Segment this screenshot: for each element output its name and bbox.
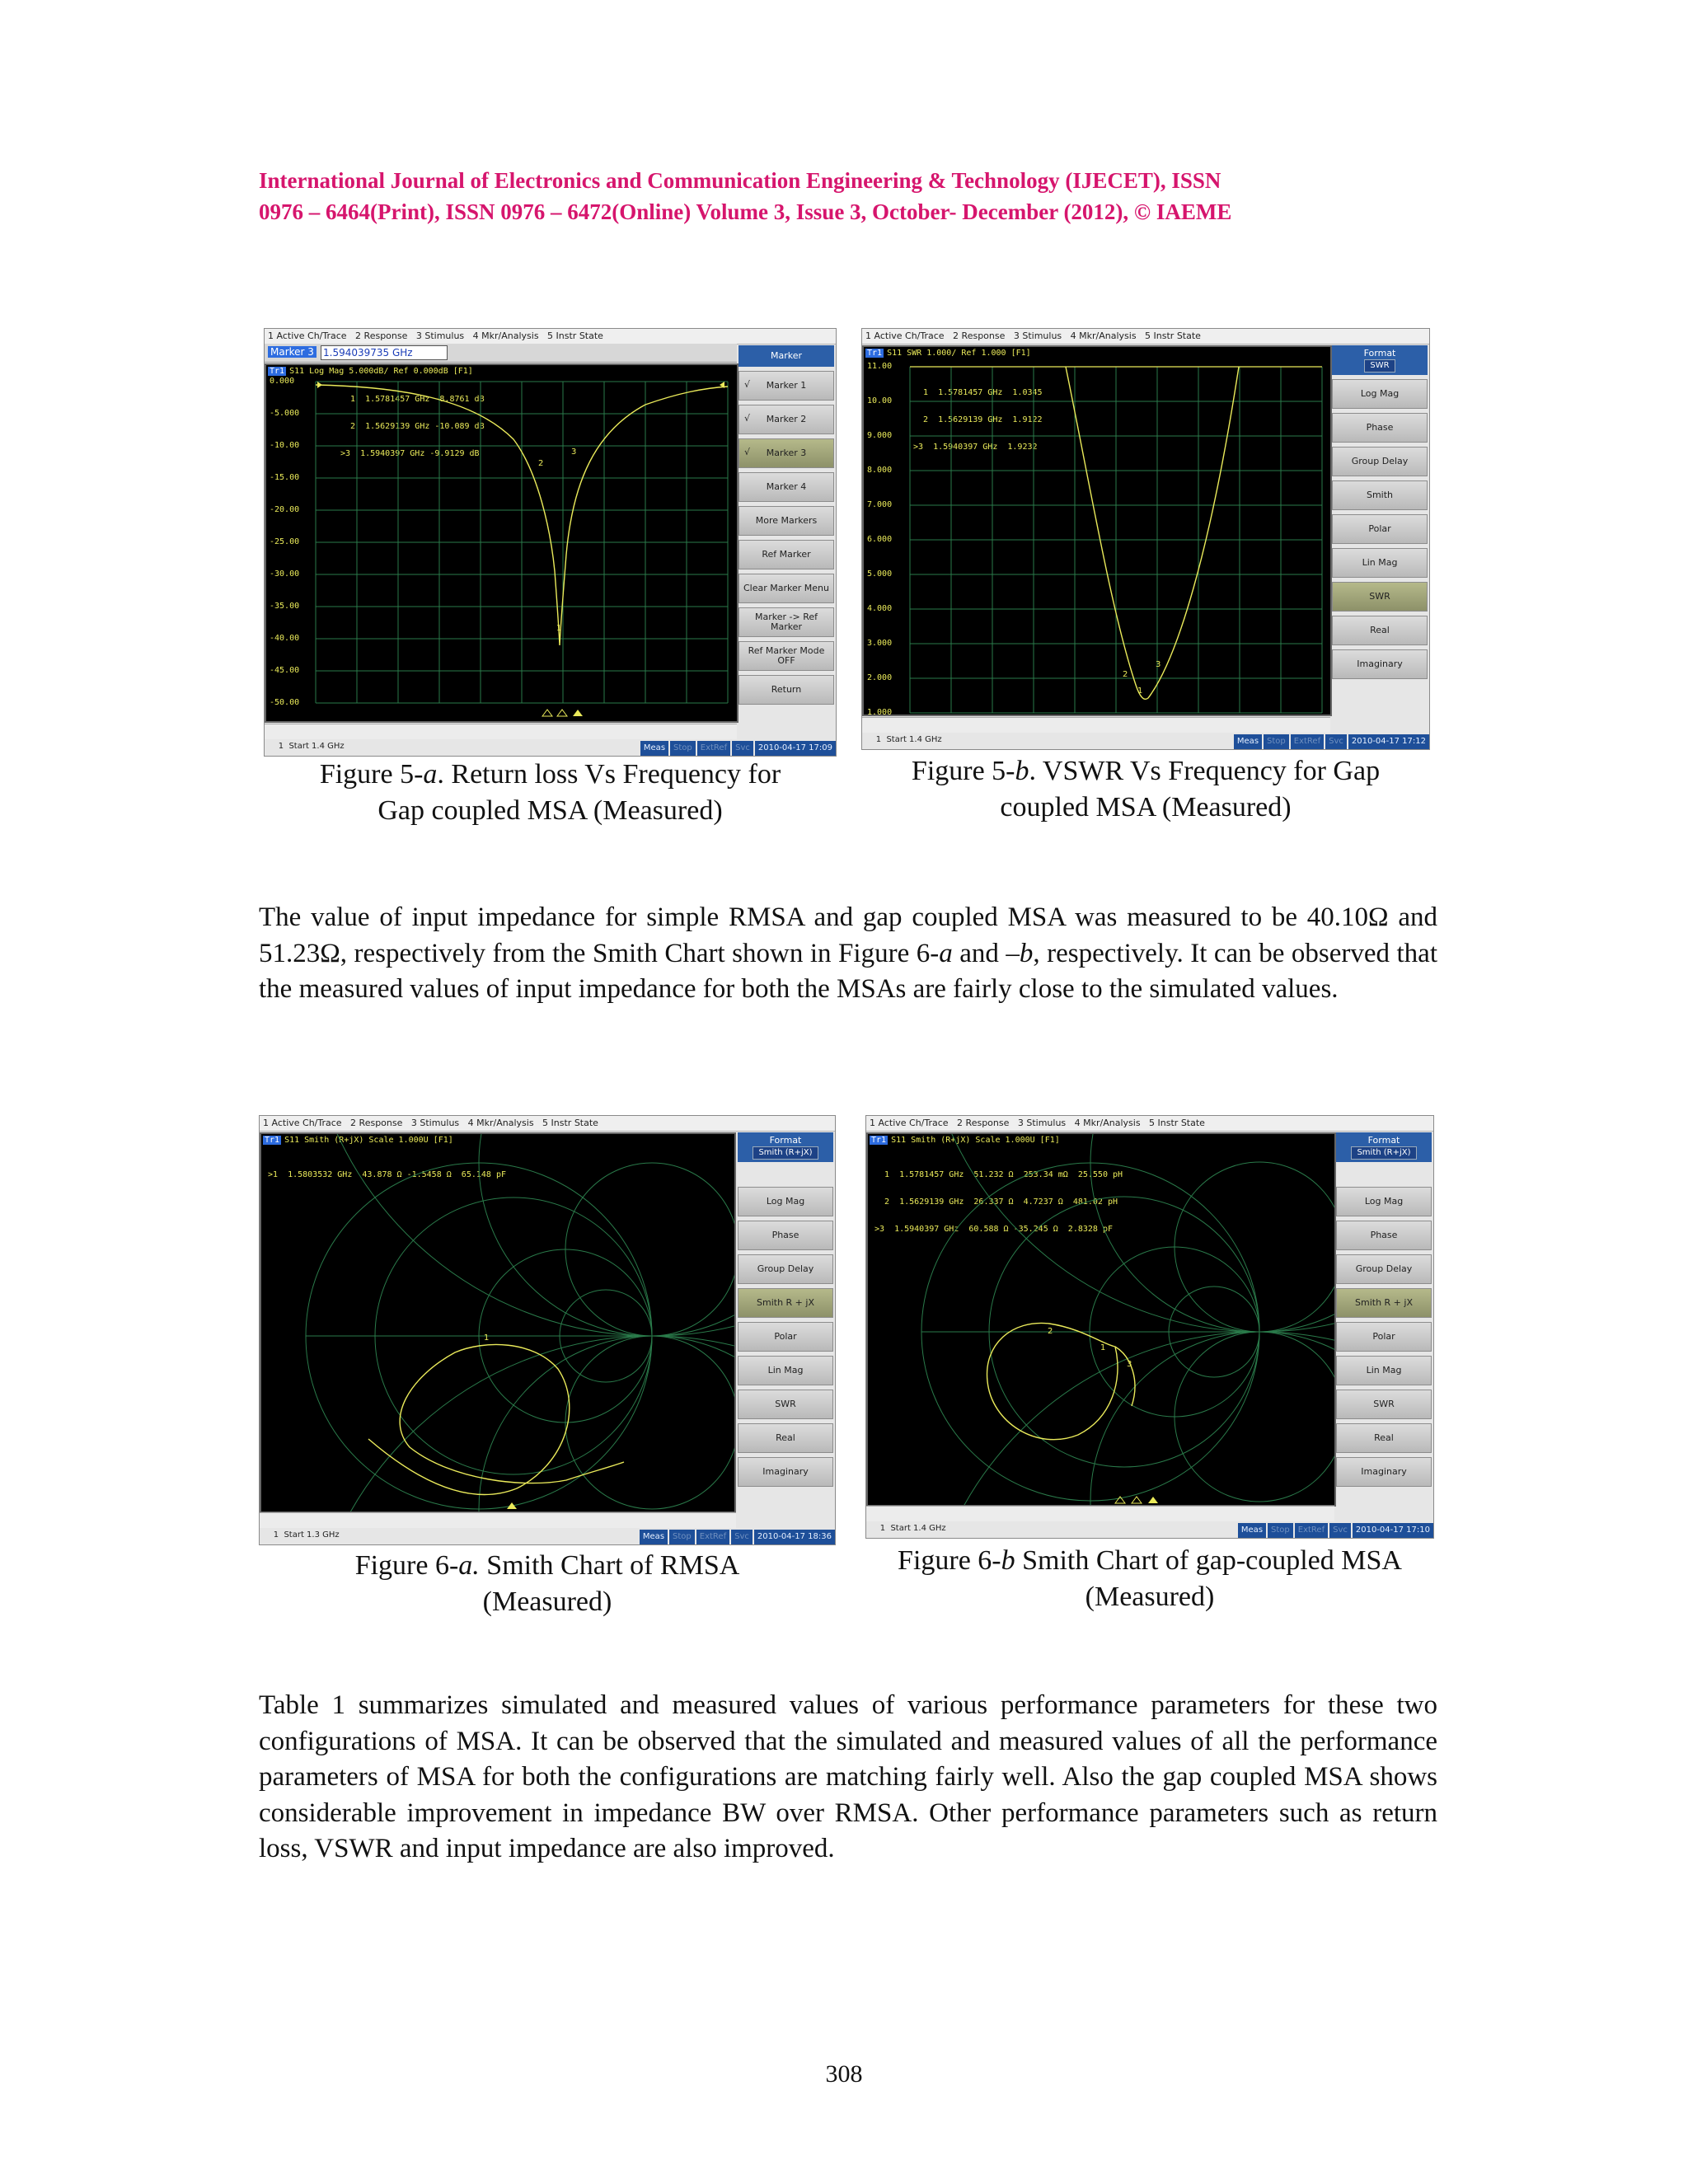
marker-line: 1 1.5781457 GHz 51.232 Ω 253.34 mΩ 25.550 pH [874, 1170, 1123, 1179]
softkey-label: Marker 1 [766, 380, 807, 391]
caption-line-1 [849, 1543, 1451, 1579]
figure-5a-caption [264, 757, 837, 829]
body-paragraph-1 [259, 900, 1437, 1008]
softkey-label: Return [771, 684, 802, 695]
softkey-return[interactable] [738, 675, 834, 705]
trace-display [866, 1132, 1336, 1507]
softkey-smith[interactable] [1332, 480, 1428, 510]
status-extref: ExtRef [1291, 734, 1324, 749]
status-meas: Meas [640, 741, 668, 756]
softkey-title-label: Format [1363, 348, 1396, 359]
para1-mid: and – [952, 938, 1020, 968]
softkey-marker-4[interactable] [738, 472, 834, 502]
softkey-label: Marker -> Ref Marker [755, 612, 818, 632]
softkey-log-mag[interactable] [1332, 379, 1428, 409]
marker-line: >1 1.5803532 GHz 43.878 Ω -1.5458 Ω 65.148 pF [268, 1170, 506, 1179]
journal-header [259, 165, 1446, 227]
softkey-panel [1336, 1132, 1432, 1521]
softkey-label: Phase [1370, 1230, 1398, 1240]
softkey-label: Log Mag [1360, 388, 1400, 399]
softkey-title [738, 345, 834, 367]
check-icon: √ [744, 413, 751, 424]
softkey-label: More Markers [755, 515, 818, 526]
softkey-group-delay[interactable] [1332, 447, 1428, 476]
softkey-title [1332, 345, 1428, 375]
softkey-label: Lin Mag [767, 1365, 804, 1376]
status-stop: Stop [1268, 1523, 1293, 1538]
y-tick: 1.000 [867, 708, 893, 716]
figure-5b-caption [861, 753, 1430, 826]
caption-fig-label: Figure 5- [319, 759, 424, 790]
caption-line-1 [259, 1548, 836, 1584]
y-tick: -5.000 [270, 409, 300, 418]
figure-6a-caption [259, 1548, 836, 1620]
trace-setting: S11 Log Mag 5.000dB/ Ref 0.000dB [F1] [289, 367, 473, 376]
smith-grid [921, 1134, 1334, 1505]
softkey-label: Log Mag [1364, 1196, 1404, 1207]
y-tick: 9.000 [867, 431, 893, 440]
trace-badge: Tr1 [265, 1136, 280, 1145]
marker-3-triangle [1148, 1497, 1158, 1503]
softkey-title-sub: SWR [1364, 359, 1395, 373]
softkey-label: Smith R + jX [1355, 1297, 1413, 1308]
figure-6a-screenshot [259, 1115, 836, 1545]
header-line-2: 0976 – 6464(Print), ISSN 0976 – 6472(Online) Volume 3, Issue 3, October- December (2012), © IAEME [259, 199, 1232, 224]
softkey-clear-marker-menu[interactable] [738, 574, 834, 603]
caption-line-2: Gap coupled MSA (Measured) [377, 795, 723, 826]
softkey-label: Smith [1366, 490, 1394, 500]
trace-display [862, 345, 1332, 716]
softkey-label: Marker 2 [766, 414, 807, 424]
softkey-marker-3[interactable] [738, 438, 834, 468]
softkey-panel [738, 1132, 833, 1528]
figure-6b-caption [849, 1543, 1451, 1615]
marker-1-tag: 1 [1137, 687, 1143, 696]
status-svc: Svc [1325, 734, 1347, 749]
softkey-label: Phase [1366, 422, 1394, 433]
softkey-label: SWR [775, 1399, 796, 1409]
caption-line-2: (Measured) [1085, 1582, 1215, 1612]
softkey-swr[interactable] [1332, 582, 1428, 612]
ifbw [1060, 748, 1112, 750]
y-tick: -50.00 [270, 698, 300, 707]
softkey-polar[interactable] [1336, 1322, 1432, 1352]
start-freq: 1 Start 1.3 GHz [273, 1530, 340, 1540]
softkey-label: Marker 3 [766, 448, 807, 458]
status-extref: ExtRef [696, 1530, 729, 1544]
softkey-more-markers[interactable] [738, 506, 834, 536]
status-stop: Stop [669, 1530, 695, 1544]
instrument-status [1236, 1523, 1433, 1538]
softkey-smith[interactable] [738, 1288, 833, 1318]
softkey-imaginary[interactable] [738, 1457, 833, 1487]
softkey-log-mag[interactable] [1336, 1187, 1432, 1216]
timestamp: 2010-04-17 17:10 [1353, 1523, 1433, 1538]
status-meas: Meas [1238, 1523, 1266, 1538]
softkey-label: Real [776, 1432, 795, 1443]
softkey-swr[interactable] [1336, 1390, 1432, 1419]
y-tick: 8.000 [867, 466, 893, 475]
status-meas: Meas [640, 1530, 668, 1544]
softkey-label: Real [1374, 1432, 1394, 1443]
header-line-1: International Journal of Electronics and Communication Engineering & Technology (IJECET), ISSN [259, 168, 1221, 193]
softkey-label: Lin Mag [1362, 557, 1398, 568]
marker-3-triangle [573, 710, 583, 716]
softkey-swr[interactable] [738, 1390, 833, 1419]
trace-badge: Tr1 [270, 367, 285, 376]
softkey-real[interactable] [1332, 616, 1428, 645]
trace-display [265, 363, 738, 723]
softkey-label: Group Delay [757, 1263, 814, 1274]
marker-line: >3 1.5940397 GHz -9.9129 dB [340, 449, 480, 458]
softkey-title-label: Marker [770, 350, 803, 361]
y-tick: -30.00 [270, 569, 300, 579]
instrument-status [639, 741, 836, 756]
y-tick: 10.00 [867, 396, 893, 405]
status-svc: Svc [1329, 1523, 1351, 1538]
softkey-phase[interactable] [738, 1221, 833, 1250]
caption-text: . VSWR Vs Frequency for Gap [1029, 756, 1381, 786]
softkey-imaginary[interactable] [1336, 1457, 1432, 1487]
caption-line-1 [861, 753, 1430, 790]
softkey-label: Phase [771, 1230, 799, 1240]
caption-fig-label: Figure 6- [898, 1545, 1001, 1576]
marker-1-triangle [1132, 1497, 1142, 1503]
softkey-label: Clear Marker Menu [743, 583, 829, 593]
body-paragraph-2: Table 1 summarizes simulated and measured values of various performance parameters for these two configurations of MSA. It can be observed that the simulated and measured values of all the performance parameters of MSA for both the configurations are matching fairly well. Also the gap coupled MSA shows considerable improvement in impedance BW over RMSA. Other performance parameters such as return loss, VSWR and input impedance are also improved. [259, 1690, 1437, 1863]
softkey-marker-1[interactable] [738, 371, 834, 401]
menu-bar[interactable]: 1 Active Ch/Trace 2 Response 3 Stimulus 4 Mkr/Analysis 5 Instr State [260, 1116, 835, 1132]
caption-text: . Return loss Vs Frequency for [437, 759, 781, 790]
y-tick: -35.00 [270, 602, 300, 611]
marker-line: 1 1.5781457 GHz -8.8761 dB [340, 395, 485, 404]
status-extref: ExtRef [697, 741, 730, 756]
return-loss-plot [266, 365, 737, 721]
marker-1-tag: 1 [1100, 1343, 1106, 1352]
softkey-title [738, 1132, 833, 1162]
marker-entry-label: Marker 3 [268, 346, 316, 358]
marker-1-triangle [557, 710, 567, 716]
start-freq: 1 Start 1.4 GHz [875, 735, 942, 744]
instrument-status [638, 1530, 835, 1544]
softkey-lin-mag[interactable] [1332, 548, 1428, 578]
marker-line: 2 1.5629139 GHz 1.9122 [913, 415, 1043, 424]
softkey-label: Log Mag [766, 1196, 805, 1207]
softkey-smith[interactable] [1336, 1288, 1432, 1318]
marker-3-tag: 3 [1127, 1360, 1132, 1369]
status-extref: ExtRef [1295, 1523, 1328, 1538]
softkey-phase[interactable] [1336, 1221, 1432, 1250]
y-tick: 6.000 [867, 535, 893, 544]
start-freq: 1 Start 1.4 GHz [879, 1524, 946, 1533]
ifbw [1064, 1536, 1116, 1539]
marker-line: >3 1.5940397 GHz 60.588 Ω -35.245 Ω 2.8328 pF [874, 1225, 1113, 1234]
trace-setting: S11 Smith (R+jX) Scale 1.000U [F1] [891, 1136, 1060, 1145]
softkey-label: Ref Marker [762, 549, 811, 560]
s11-locus [987, 1323, 1135, 1439]
caption-line-2: coupled MSA (Measured) [1000, 792, 1292, 823]
softkey-label: Marker 4 [766, 481, 807, 492]
softkey-label: Polar [1372, 1331, 1395, 1342]
marker-1-tag: 1 [556, 624, 562, 633]
caption-line-1 [264, 757, 837, 793]
softkey-label: Lin Mag [1366, 1365, 1402, 1376]
para1-end: , respectively. It can be observed that the measured values of input impedance for both the MSAs are fairly close to the simulated values. [259, 938, 1437, 1004]
check-icon: √ [744, 379, 751, 390]
y-tick: -40.00 [270, 634, 300, 643]
check-icon: √ [744, 447, 751, 457]
softkey-label: Real [1370, 625, 1390, 635]
softkey-label: SWR [1373, 1399, 1395, 1409]
softkey-lin-mag[interactable] [738, 1356, 833, 1385]
smith-chart-rmsa [261, 1134, 734, 1511]
trace-badge: Tr1 [871, 1136, 887, 1145]
swr-trace [1066, 367, 1239, 699]
marker-entry-input[interactable]: 1.594039735 GHz [321, 345, 448, 360]
softkey-group-delay[interactable] [1336, 1254, 1432, 1284]
softkey-label: Imaginary [1357, 658, 1403, 669]
softkey-ref-marker-mode[interactable] [738, 641, 834, 671]
softkey-panel [738, 345, 834, 739]
softkey-title [1336, 1132, 1432, 1162]
softkey-polar[interactable] [738, 1322, 833, 1352]
softkey-label: Imaginary [762, 1466, 809, 1477]
softkey-label: Group Delay [1351, 456, 1409, 466]
softkey-real[interactable] [738, 1423, 833, 1453]
timestamp: 2010-04-17 17:09 [755, 741, 836, 756]
trace-badge: Tr1 [867, 349, 883, 358]
caption-text: Smith Chart of RMSA [479, 1550, 740, 1581]
marker-line: 2 1.5629139 GHz 26.337 Ω 4.7237 Ω 481.02 pH [874, 1197, 1118, 1207]
marker-3-tag: 3 [1156, 660, 1161, 669]
caption-text: Smith Chart of gap-coupled MSA [1015, 1545, 1402, 1576]
y-tick: 4.000 [867, 604, 893, 613]
y-tick: 0.000 [270, 377, 295, 386]
marker-2-tag: 2 [538, 459, 544, 468]
softkey-marker-to-ref[interactable] [738, 607, 834, 637]
instrument-status [1232, 734, 1429, 749]
figure-5a-screenshot [264, 328, 837, 757]
softkey-real[interactable] [1336, 1423, 1432, 1453]
status-svc: Svc [731, 1530, 753, 1544]
trace-setting: S11 SWR 1.000/ Ref 1.000 [F1] [887, 349, 1031, 358]
para1-fig-a: a [939, 938, 953, 968]
softkey-imaginary[interactable] [1332, 649, 1428, 679]
marker-triangle [507, 1502, 517, 1509]
softkey-polar[interactable] [1332, 514, 1428, 544]
page-number: 308 [825, 2060, 863, 2088]
marker-line: 2 1.5629139 GHz -10.089 dB [340, 422, 485, 431]
para1-fig-b: b [1019, 938, 1034, 968]
marker-2-triangle [542, 710, 552, 716]
caption-fig-label: Figure 5- [911, 756, 1015, 786]
menu-bar[interactable]: 1 Active Ch/Trace 2 Response 3 Stimulus 4 Mkr/Analysis 5 Instr State [862, 329, 1429, 344]
softkey-lin-mag[interactable] [1336, 1356, 1432, 1385]
softkey-marker-2[interactable] [738, 405, 834, 434]
y-tick: 7.000 [867, 500, 893, 509]
y-tick: -45.00 [270, 666, 300, 675]
y-tick: 3.000 [867, 639, 893, 648]
softkey-title-label: Format [1367, 1135, 1400, 1146]
caption-fig-letter: a [423, 759, 438, 790]
ref-marker-icon [317, 382, 322, 388]
status-meas: Meas [1234, 734, 1262, 749]
ifbw [457, 1543, 509, 1545]
softkey-ref-marker[interactable] [738, 540, 834, 569]
smith-chart-gap-coupled [868, 1134, 1334, 1505]
menu-bar[interactable]: 1 Active Ch/Trace 2 Response 3 Stimulus 4 Mkr/Analysis 5 Instr State [265, 329, 836, 344]
start-freq: 1 Start 1.4 GHz [278, 742, 345, 751]
trace-setting: S11 Smith (R+jX) Scale 1.000U [F1] [284, 1136, 453, 1145]
timestamp: 2010-04-17 17:12 [1348, 734, 1429, 749]
softkey-title-sub: Smith (R+jX) [753, 1146, 818, 1160]
menu-bar[interactable]: 1 Active Ch/Trace 2 Response 3 Stimulus 4 Mkr/Analysis 5 Instr State [866, 1116, 1433, 1132]
para1-text: The value of input impedance for simple RMSA and gap coupled MSA was measured to be 40.10Ω and 51.23Ω, respectively from the Smith Chart shown in Figure 6- [259, 902, 1437, 968]
marker-2-tag: 2 [1123, 670, 1128, 679]
caption-fig-label: Figure 6- [354, 1550, 459, 1581]
softkey-label: SWR [1369, 591, 1390, 602]
softkey-label: Imaginary [1361, 1466, 1407, 1477]
softkey-group-delay[interactable] [738, 1254, 833, 1284]
y-tick: -20.00 [270, 505, 300, 514]
status-stop: Stop [670, 741, 696, 756]
y-tick: -10.00 [270, 441, 300, 450]
marker-line: >3 1.5940397 GHz 1.9232 [913, 443, 1038, 452]
caption-fig-letter: b [1015, 756, 1029, 786]
grid [316, 382, 728, 703]
figure-5b-screenshot [861, 328, 1430, 750]
softkey-label: Ref Marker Mode OFF [748, 645, 825, 666]
trace-display [260, 1132, 736, 1513]
caption-line-2: (Measured) [482, 1586, 612, 1617]
y-tick: -25.00 [270, 537, 300, 546]
marker-1-tag: 1 [484, 1333, 490, 1343]
vswr-plot [864, 347, 1330, 715]
caption-fig-letter: b [1001, 1545, 1015, 1576]
softkey-title-label: Format [769, 1135, 802, 1146]
softkey-title-sub: Smith (R+jX) [1351, 1146, 1416, 1160]
marker-2-tag: 2 [1048, 1327, 1053, 1336]
timestamp: 2010-04-17 18:36 [754, 1530, 835, 1544]
softkey-phase[interactable] [1332, 413, 1428, 443]
softkey-label: Smith R + jX [757, 1297, 814, 1308]
softkey-label: Group Delay [1355, 1263, 1413, 1274]
softkey-label: Polar [774, 1331, 797, 1342]
marker-3-tag: 3 [571, 448, 577, 457]
y-tick: 5.000 [867, 569, 893, 579]
marker-line: 1 1.5781457 GHz 1.0345 [913, 388, 1043, 397]
status-svc: Svc [732, 741, 753, 756]
y-tick: -15.00 [270, 473, 300, 482]
grid [910, 367, 1322, 713]
softkey-log-mag[interactable] [738, 1187, 833, 1216]
figure-6b-screenshot [865, 1115, 1434, 1539]
marker-entry-bar[interactable] [265, 344, 737, 363]
softkey-label: Polar [1368, 523, 1391, 534]
caption-fig-letter: a. [458, 1550, 480, 1581]
smith-grid [306, 1134, 734, 1511]
y-tick: 11.00 [867, 362, 893, 371]
y-tick: 2.000 [867, 673, 893, 682]
status-stop: Stop [1264, 734, 1289, 749]
softkey-panel [1332, 345, 1428, 733]
